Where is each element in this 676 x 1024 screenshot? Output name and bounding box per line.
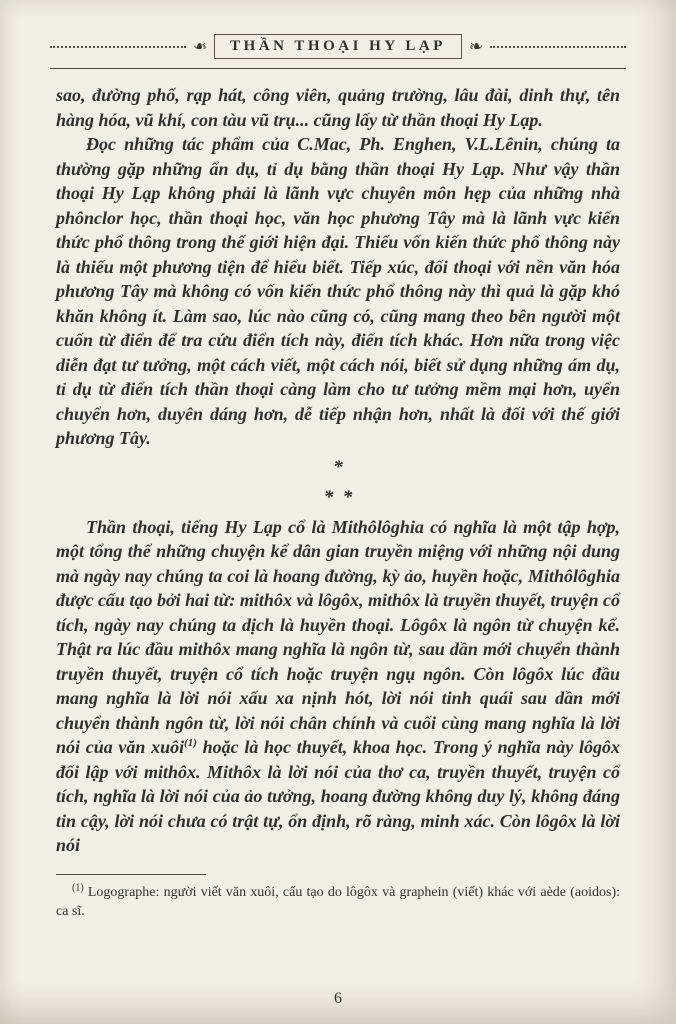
floral-ornament-right-icon: ❧ [468, 37, 484, 56]
dotted-rule-right [490, 46, 626, 48]
footnote [56, 883, 620, 921]
paragraph-text: hoặc là học thuyết, khoa học. Trong ý nghĩa này lôgôx đối lập với mithôx. Mithôx là lời nói của thơ ca, truyền thuyết, truyện cổ tích, nghĩa là lời nói của ảo tưởng, hoang đường không duy lý, không đáng tin cậy, lời nói chưa có trật tự, ổn định, rõ ràng, minh xác. Còn lôgôx là lời nói [56, 737, 620, 855]
page-number: 6 [334, 990, 342, 1007]
running-head-row [50, 34, 626, 59]
footnote-reference: (1) [184, 737, 197, 749]
floral-ornament-left-icon: ❧ [192, 37, 208, 56]
body-paragraph-2: Đọc những tác phẩm của C.Mac, Ph. Enghen, V.L.Lênin, chúng ta thường gặp những ẩn dụ, tỉ dụ bằng thần thoại Hy Lạp. Như vậy thần thoại Hy Lạp không phải là lãnh vực chuyên môn hẹp của những nhà phônclor học, thần thoại học, văn học phương Tây mà là lãnh vực kiến thức phổ thông trong thế giới hiện đại. Thiếu vốn kiến thức phổ thông này là thiếu một phương tiện để hiểu biết. Tiếp xúc, đối thoại với nền văn hóa phương Tây mà không có vốn kiến thức phổ thông này thì quả là gặp khó khăn không ít. Làm sao, lúc nào cũng có, cũng mang theo bên người một cuốn từ điển để tra cứu điển tích này, điển tích khác. Hơn nữa trong việc diễn đạt tư tưởng, một cách viết, một cách nói, biết sử dụng những ám dụ, tỉ dụ từ điển tích thần thoại càng làm cho tư tưởng mềm mại hơn, uyển chuyển hơn, duyên dáng hơn, dễ tiếp nhận hơn, nhất là đối với thế giới phương Tây. [56, 134, 620, 448]
body-paragraph-3 [56, 515, 620, 858]
running-title: THẦN THOẠI HY LẠP [214, 34, 462, 59]
body-paragraph-1: sao, đường phố, rạp hát, công viên, quảng trường, lâu đài, dinh thự, tên hàng hóa, vũ khí, con tàu vũ trụ... cũng lấy từ thần thoại Hy Lạp. [56, 85, 620, 130]
page-header [0, 0, 676, 69]
footnote-text: Logographe: người viết văn xuôi, cấu tạo do lôgôx và graphein (viết) khác với aède (aoidos): ca sĩ. [56, 884, 620, 919]
dotted-rule-left [50, 46, 186, 48]
page-body [0, 69, 676, 858]
section-separator-stars: * * [323, 486, 353, 508]
paragraph-text: Thần thoại, tiếng Hy Lạp cổ là Mithôlôghia có nghĩa là một tập hợp, một tổng thể những chuyện kể dân gian truyền miệng với những nội dung mà ngày nay chúng ta coi là hoang đường, kỳ ảo, huyền hoặc, Mithôlôghia được cấu tạo bởi hai từ: mithôx và lôgôx, mithôx là truyền thuyết, truyện cổ tích, ngày nay chúng ta dịch là huyền thoại. Lôgôx là ngôn từ chuyện kể. Thật ra lúc đầu mithôx mang nghĩa là ngôn từ, sau dần mới chuyển thành truyền thuyết, truyện cổ tích hoặc truyện ngụ ngôn. Còn lôgôx lúc đầu mang nghĩa là lời nói xấu xa nịnh hót, lời nói tinh quái sau dần mới chuyển thành ngôn từ, lời nói chân chính và cuối cùng mang nghĩa là lời nói của văn xuôi [56, 516, 620, 757]
section-separator-star: * [333, 456, 343, 478]
footnote-separator-rule [56, 874, 206, 875]
page-footer [0, 858, 676, 921]
footnote-marker: (1) [72, 881, 84, 893]
